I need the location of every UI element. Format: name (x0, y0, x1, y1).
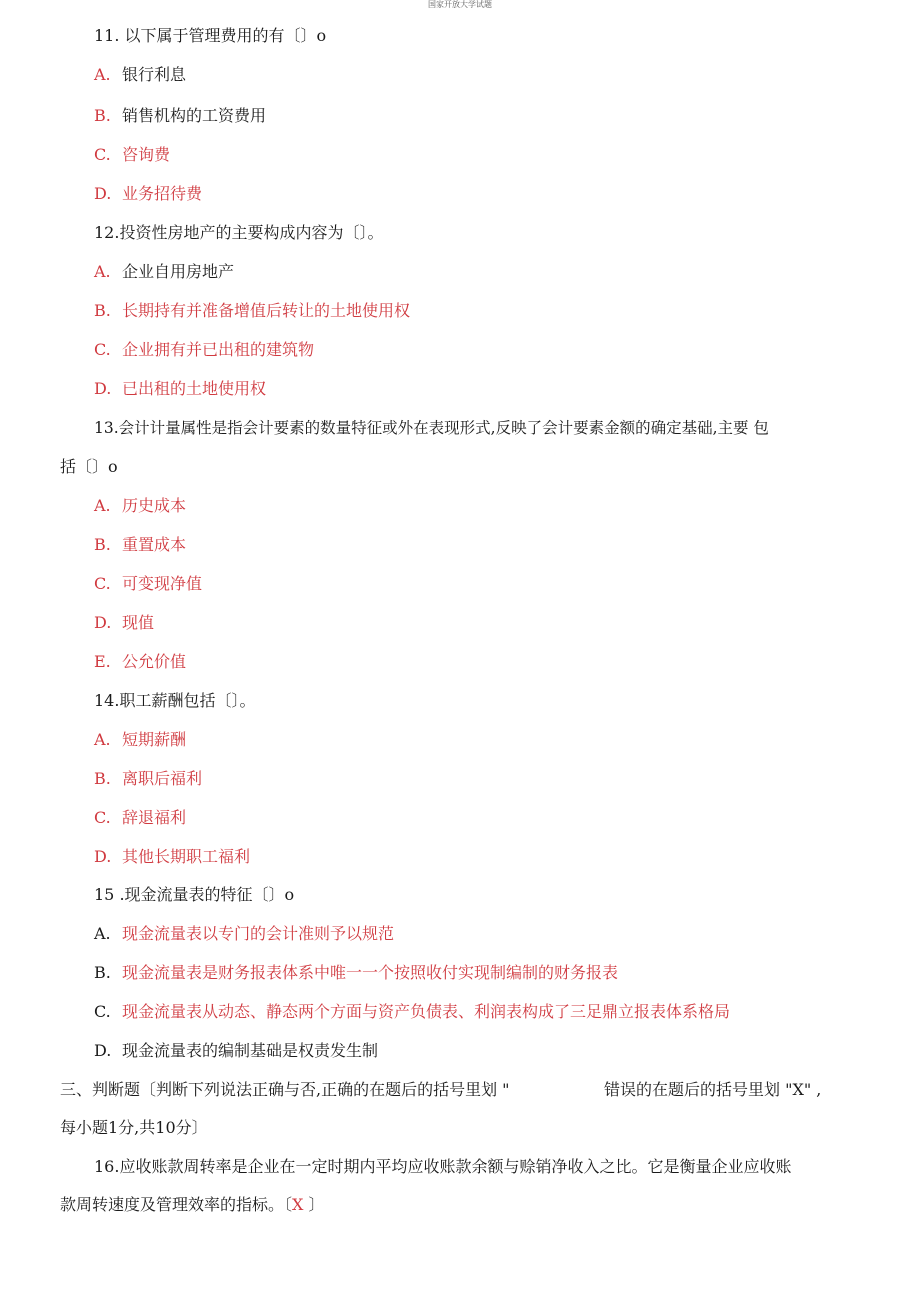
option-label: B. (94, 963, 111, 982)
option-label: D. (94, 184, 112, 203)
option-text: 企业自用房地产 (122, 262, 235, 281)
q16-bracket-close: 〕 (308, 1195, 325, 1214)
section3-heading-part2: 错误的在题后的括号里划 "X" , (604, 1080, 822, 1099)
option-label: E. (94, 652, 111, 671)
q14-option-a (94, 730, 186, 750)
q13-option-e (94, 652, 186, 672)
option-text: 历史成本 (122, 496, 187, 515)
page-header: 国家开放大学试题 (428, 0, 492, 9)
q11-stem: 11. 以下属于管理费用的有〔〕o (94, 26, 327, 45)
option-text: 重置成本 (122, 535, 187, 554)
option-text: 短期薪酬 (122, 730, 187, 749)
option-text: 现值 (122, 613, 155, 632)
option-label: A. (94, 496, 111, 515)
q13-stem-line1: 13.会计计量属性是指会计要素的数量特征或外在表现形式,反映了会计要素金额的确定基础,主要 包 (94, 419, 769, 437)
q12-option-b (94, 301, 410, 321)
q14-stem: 14.职工薪酬包括〔〕。 (94, 691, 256, 710)
option-text: 咨询费 (122, 145, 171, 164)
option-label: A. (94, 924, 111, 943)
option-label: B. (94, 535, 111, 554)
q12-option-d (94, 379, 266, 399)
option-label: B. (94, 301, 111, 320)
option-label: D. (94, 1041, 112, 1060)
option-label: A. (94, 262, 111, 281)
q15-option-a (94, 924, 394, 944)
option-text: 企业拥有并已出租的建筑物 (122, 340, 315, 359)
option-label: A. (94, 65, 111, 84)
option-label: C. (94, 808, 111, 827)
option-label: D. (94, 847, 112, 866)
option-text: 现金流量表以专门的会计准则予以规范 (122, 924, 395, 943)
option-text: 现金流量表的编制基础是权责发生制 (122, 1041, 379, 1060)
option-text: 银行利息 (122, 65, 187, 84)
option-text: 现金流量表从动态、静态两个方面与资产负债表、利润表构成了三足鼎立报表体系格局 (122, 1002, 731, 1021)
option-text: 现金流量表是财务报表体系中唯一一个按照收付实现制编制的财务报表 (122, 963, 619, 982)
q13-option-d (94, 613, 154, 633)
q13-option-a (94, 496, 186, 516)
option-label: B. (94, 106, 111, 125)
option-text: 已出租的土地使用权 (122, 379, 267, 398)
option-label: D. (94, 379, 112, 398)
q13-stem-line2: 括〔〕o (60, 457, 118, 476)
q14-option-c (94, 808, 186, 828)
q15-option-c (94, 1002, 730, 1022)
option-label: A. (94, 730, 111, 749)
q15-option-d (94, 1041, 378, 1061)
q15-option-b (94, 963, 618, 983)
option-text: 销售机构的工资费用 (122, 106, 267, 125)
q12-option-a (94, 262, 234, 282)
option-text: 长期持有并准备增值后转让的土地使用权 (122, 301, 411, 320)
option-text: 离职后福利 (122, 769, 203, 788)
q14-option-d (94, 847, 250, 867)
option-label: C. (94, 340, 111, 359)
option-label: C. (94, 1002, 111, 1021)
q11-option-a (94, 65, 186, 85)
option-label: C. (94, 145, 111, 164)
q14-option-b (94, 769, 202, 789)
option-text: 辞退福利 (122, 808, 187, 827)
option-text: 其他长期职工福利 (122, 847, 251, 866)
q12-stem: 12.投资性房地产的主要构成内容为〔〕。 (94, 223, 384, 242)
section3-heading-part1: 三、判断题〔判断下列说法正确与否,正确的在题后的括号里划 " (60, 1080, 510, 1099)
option-label: C. (94, 574, 111, 593)
option-text: 公允价值 (122, 652, 187, 671)
option-text: 可变现净值 (122, 574, 203, 593)
q11-option-c (94, 145, 170, 165)
q13-option-c (94, 574, 202, 594)
option-text: 业务招待费 (122, 184, 203, 203)
option-label: D. (94, 613, 112, 632)
q11-option-b (94, 106, 266, 126)
q15-stem: 15 .现金流量表的特征〔〕o (94, 885, 295, 904)
q16-answer: X (292, 1195, 309, 1214)
q16-line2-text: 款周转速度及管理效率的指标。〔 (60, 1195, 293, 1214)
q12-option-c (94, 340, 314, 360)
q11-option-d (94, 184, 202, 204)
q16-line2 (60, 1195, 325, 1215)
section3-heading-line2: 每小题1分,共10分〕 (60, 1118, 208, 1137)
q16-line1: 16.应收账款周转率是企业在一定时期内平均应收账款余额与赊销净收入之比。它是衡量企业应收账 (94, 1157, 792, 1176)
q13-option-b (94, 535, 186, 555)
option-label: B. (94, 769, 111, 788)
